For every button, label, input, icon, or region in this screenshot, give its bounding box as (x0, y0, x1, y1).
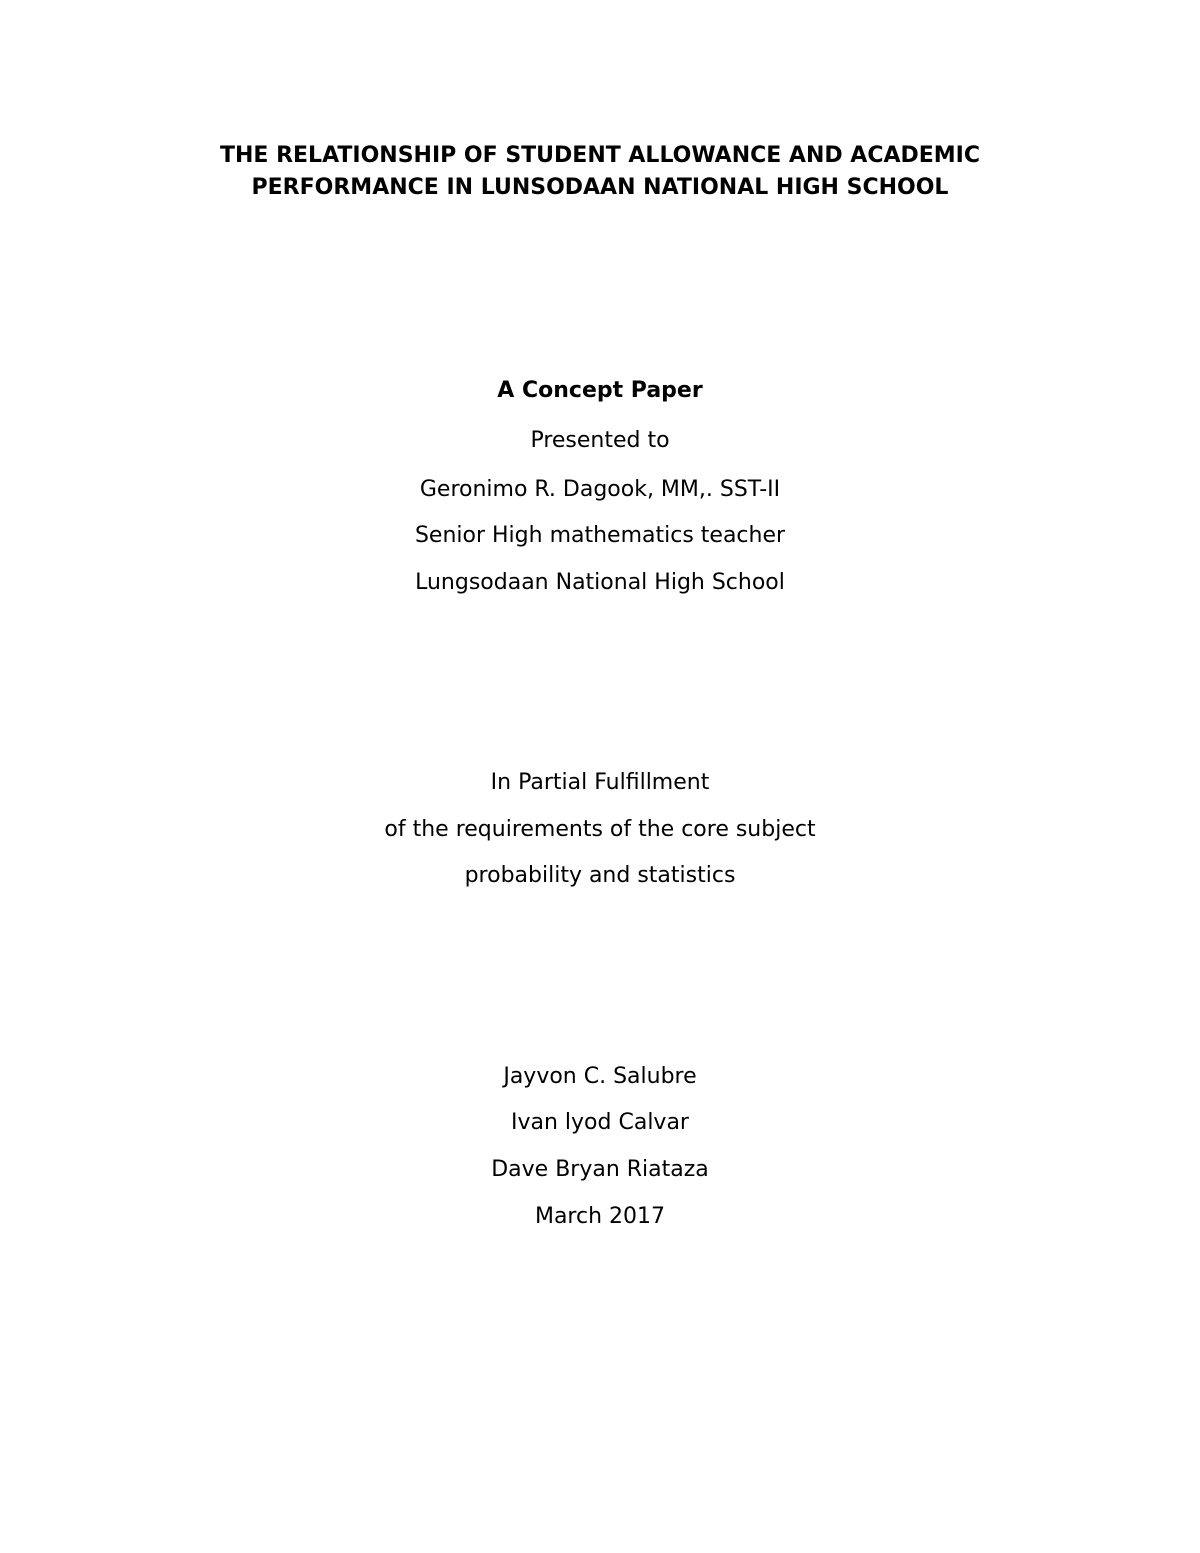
presented-position: Senior High mathematics teacher (414, 523, 786, 548)
presented-name: Geronimo R. Dagook, MM,. SST-II (419, 477, 781, 502)
fulfillment-line-2: of the requirements of the core subject (384, 817, 816, 842)
fulfillment-line-1: In Partial Fulfillment (490, 770, 710, 795)
paper-type: A Concept Paper (497, 378, 703, 403)
fulfillment-line-3: probability and statistics (464, 863, 736, 888)
title-line-1: THE RELATIONSHIP OF STUDENT ALLOWANCE AND ACADEMIC (219, 143, 981, 168)
author-3: Dave Bryan Riataza (491, 1157, 709, 1182)
presented-intro: Presented to (530, 428, 670, 453)
document-date: March 2017 (534, 1204, 666, 1229)
author-1: Jayvon C. Salubre (503, 1064, 697, 1089)
presented-school: Lungsodaan National High School (415, 570, 785, 595)
author-2: Ivan lyod Calvar (511, 1110, 689, 1135)
title-line-2: PERFORMANCE IN LUNSODAAN NATIONAL HIGH SCHOOL (251, 175, 949, 200)
